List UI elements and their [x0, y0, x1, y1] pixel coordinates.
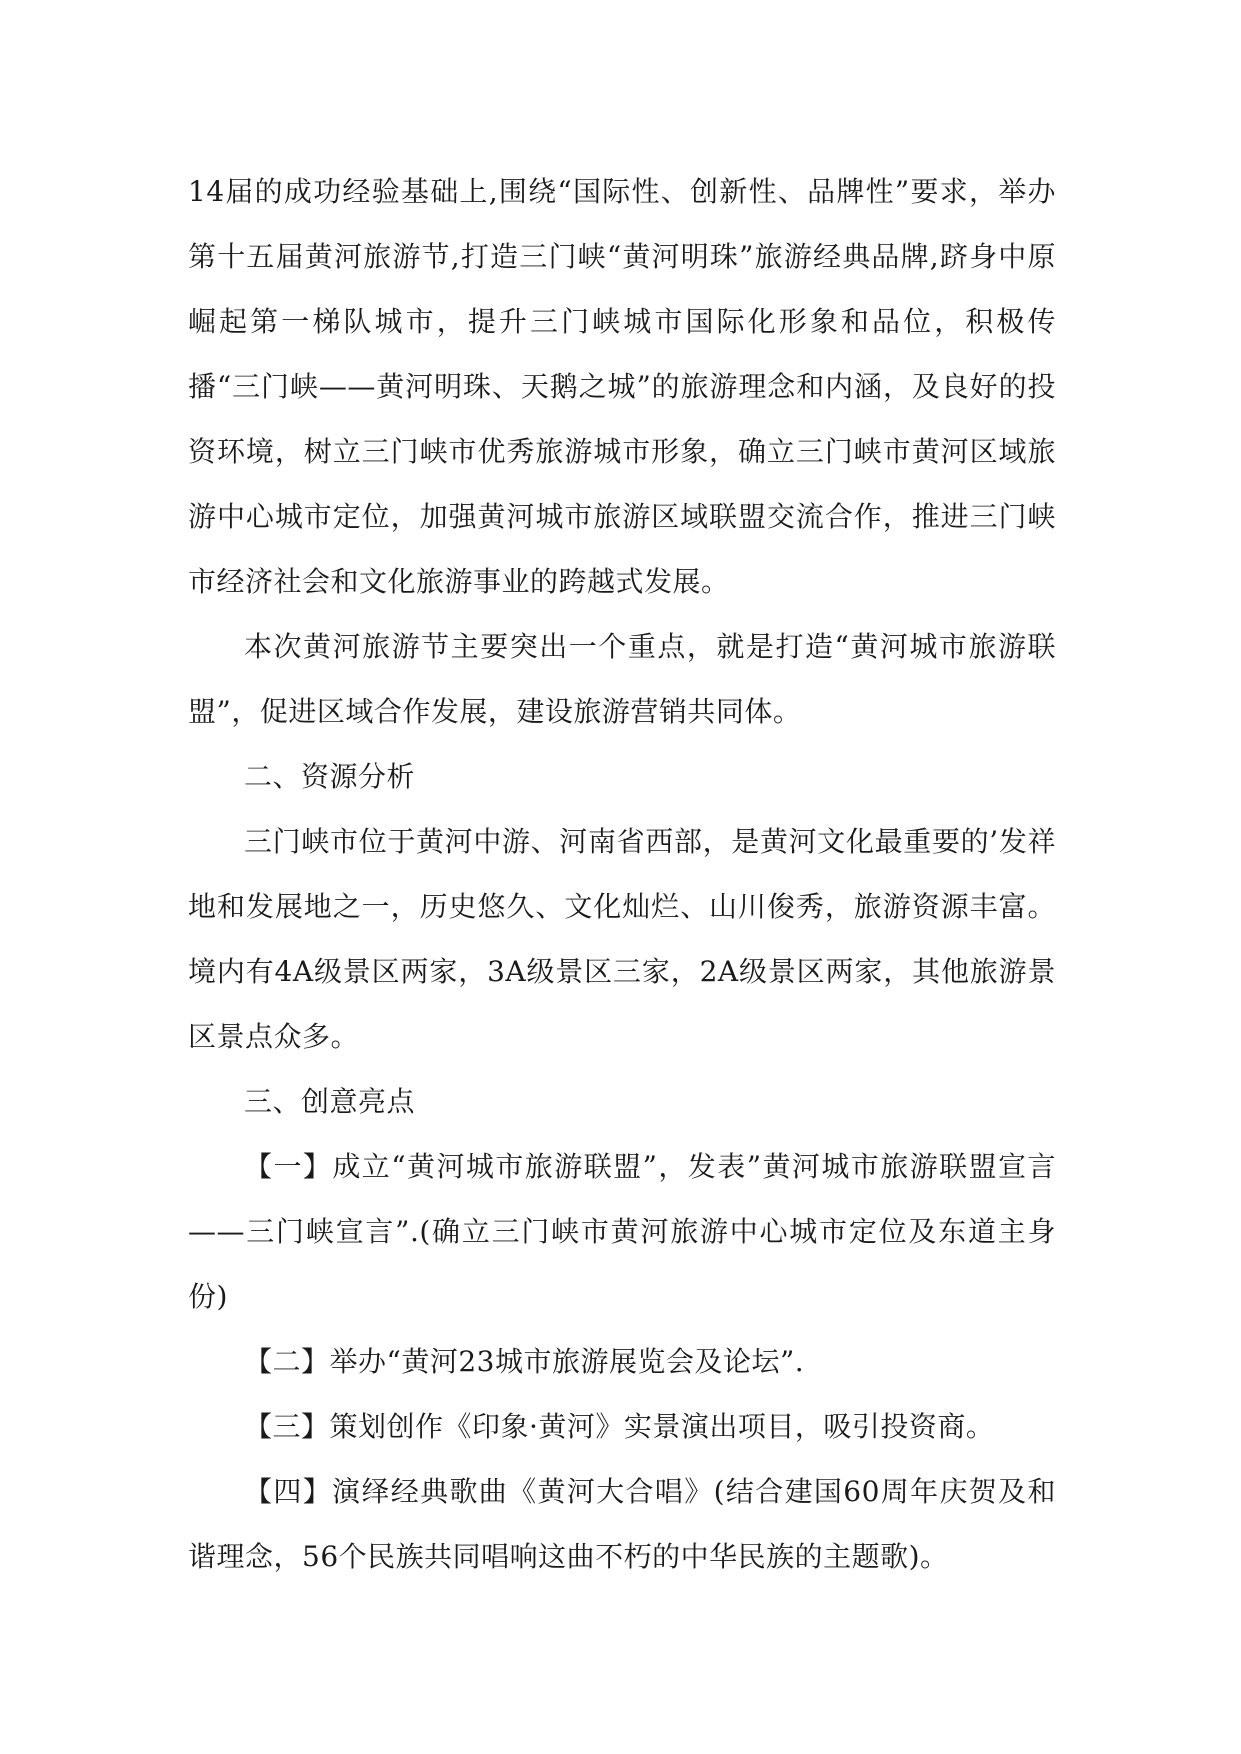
highlight-item-1: 【一】成立“黄河城市旅游联盟”，发表”黄河城市旅游联盟宣言——三门峡宣言”.(确立三门峡市黄河旅游中心城市定位及东道主身份) — [188, 1150, 1056, 1313]
body-paragraph-1: 14届的成功经验基础上,围绕“国际性、创新性、品牌性”要求，举办第十五届黄河旅游节,打造三门峡“黄河明珠”旅游经典品牌,跻身中原崛起第一梯队城市，提升三门峡城市国际化形象和品位，积极传播“三门峡——黄河明珠、天鹅之城”的旅游理念和内涵，及良好的投资环境，树立三门峡市优秀旅游城市形象，确立三门峡市黄河区域旅游中心城市定位，加强黄河城市旅游区域联盟交流合作，推进三门峡市经济社会和文化旅游事业的跨越式发展。 — [188, 175, 1056, 598]
body-paragraph-2: 本次黄河旅游节主要突出一个重点，就是打造“黄河城市旅游联盟”，促进区域合作发展，建设旅游营销共同体。 — [188, 630, 1056, 728]
section-heading-creative-highlights: 三、创意亮点 — [244, 1085, 416, 1118]
highlight-item-3: 【三】策划创作《印象·黄河》实景演出项目，吸引投资商。 — [244, 1410, 995, 1443]
highlight-item-4: 【四】演绎经典歌曲《黄河大合唱》(结合建国60周年庆贺及和谐理念，56个民族共同唱响这曲不朽的中华民族的主题歌)。 — [188, 1475, 1056, 1573]
body-paragraph-3: 三门峡市位于黄河中游、河南省西部，是黄河文化最重要的’发祥地和发展地之一，历史悠久、文化灿烂、山川俊秀，旅游资源丰富。境内有4A级景区两家，3A级景区三家，2A级景区两家，其他旅游景区景点众多。 — [188, 825, 1056, 1053]
document-body — [188, 159, 1056, 1589]
highlight-item-2: 【二】举办“黄河23城市旅游展览会及论坛”. — [244, 1345, 805, 1378]
section-heading-resource-analysis: 二、资源分析 — [244, 760, 416, 793]
